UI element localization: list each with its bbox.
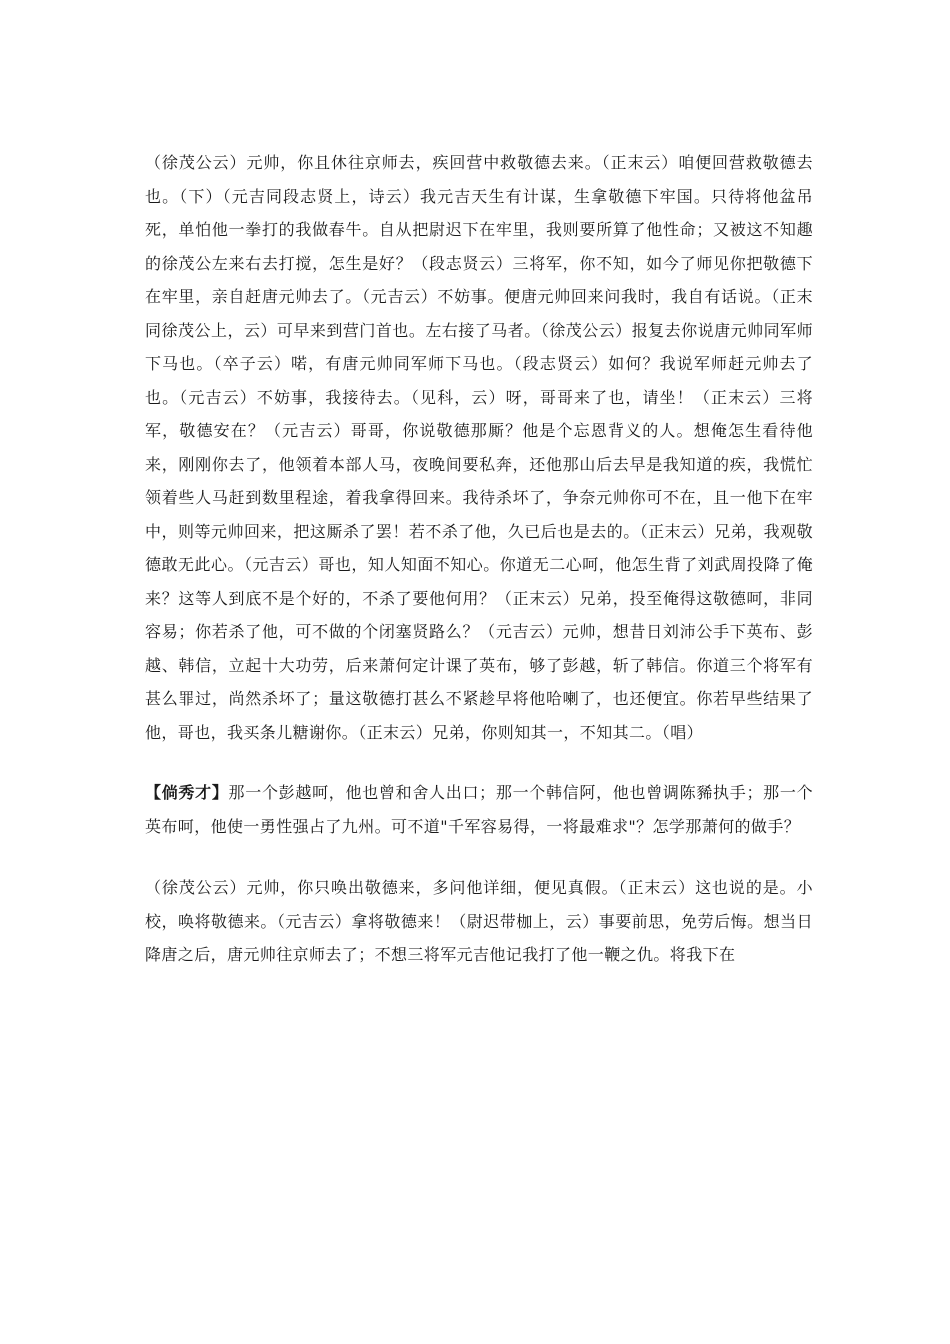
qupai-title: 【倘秀才】 — [145, 783, 229, 802]
paragraph-dialogue-2: （徐茂公云）元帅，你只唤出敬德来，多问他详细，便见真假。（正末云）这也说的是。小校，唤将敬德来。（元吉云）拿将敬德来！（尉迟带枷上，云）事要前思，免劳后悔。想当日降唐之后，唐元帅往京师去了；不想三将军元吉他记我打了他一鞭之仇。将我下在 — [145, 878, 813, 964]
paragraph-song-lyrics — [145, 776, 813, 843]
paragraph-dialogue-1: （徐茂公云）元帅，你且休往京师去，疾回营中救敬德去来。（正末云）咱便回营救敬德去也。（下）（元吉同段志贤上，诗云）我元吉天生有计谋，生拿敬德下牢国。只待将他盆吊死，单怕他一拳打的我做春牛。自从把尉迟下在牢里，我则要所算了他性命；又被这不知趣的徐茂公左来右去打搅，怎生是好？（段志贤云）三将军，你不知，如今了师见你把敬德下在牢里，亲自赶唐元帅去了。（元吉云）不妨事。便唐元帅回来问我时，我自有话说。（正末同徐茂公上，云）可早来到营门首也。左右接了马者。（徐茂公云）报复去你说唐元帅同军师下马也。（卒子云）喏，有唐元帅同军师下马也。（段志贤云）如何？我说军师赶元帅去了也。（元吉云）不妨事，我接待去。（见科，云）呀，哥哥来了也，请坐！（正末云）三将军，敬德安在？（元吉云）哥哥，你说敬德那厮？他是个忘恩背义的人。想俺怎生看待他来，刚刚你去了，他领着本部人马，夜晚间要私奔，还他那山后去早是我知道的疾，我慌忙领着些人马赶到数里程途，着我拿得回来。我待杀坏了，争奈元帅你可不在，且一他下在牢中，则等元帅回来，把这厮杀了罢！若不杀了他，久已后也是去的。（正末云）兄弟，我观敬德敢无此心。（元吉云）哥也，知人知面不知心。你道无二心呵，他怎生背了刘武周投降了俺来？这等人到底不是个好的，不杀了要他何用？（正末云）兄弟，投至俺得这敬德呵，非同容易；你若杀了他，可不做的个闭塞贤路么？（元吉云）元帅，想昔日刘沛公手下英布、彭越、韩信，立起十大功劳，后来萧何定计课了英布，够了彭越，斩了韩信。你道三个将军有甚么罪过，尚然杀坏了；量这敬德打甚么不紧趁早将他哈喇了，也还便宜。你若早些结果了他，哥也，我买条儿糖谢你。（正末云）兄弟，你则知其一，不知其二。（唱） — [145, 153, 813, 742]
document-page — [145, 146, 813, 972]
paragraph-spacer — [145, 843, 813, 871]
song-lyrics-body: 那一个彭越呵，他也曾和舍人出口；那一个韩信阿，他也曾调陈豨执手；那一个英布呵，他使一勇性强占了九州。可不道"千军容易得，一将最难求"？怎学那萧何的做手？ — [145, 783, 813, 836]
paragraph-spacer — [145, 749, 813, 776]
